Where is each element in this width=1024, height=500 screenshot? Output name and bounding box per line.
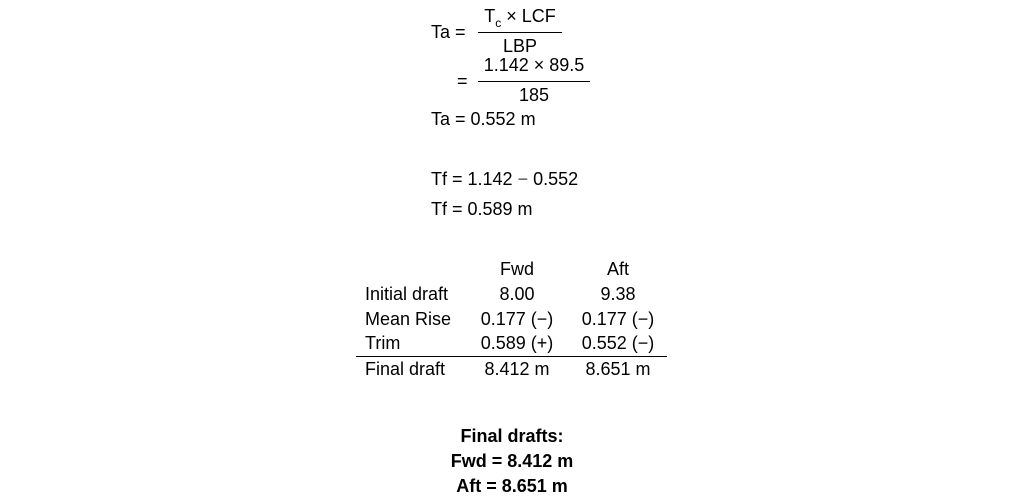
ta-substitution-fraction-bar	[478, 81, 590, 82]
ta-formula-lhs: Ta =	[431, 22, 466, 42]
table-row-label: Mean Rise	[365, 309, 452, 329]
table-cell-aft: 0.177 (−)	[581, 309, 655, 329]
table-header-fwd: Fwd	[499, 259, 534, 279]
table-final-fwd: 8.412 m	[484, 359, 550, 379]
table-cell-aft: 9.38	[600, 284, 636, 304]
table-final-label: Final draft	[365, 359, 446, 379]
ta-formula-fraction-bar	[478, 32, 562, 33]
summary-aft: Aft = 8.651 m	[456, 476, 568, 496]
table-cell-fwd: 0.589 (+)	[480, 333, 554, 353]
tc-subscript: c	[495, 16, 502, 30]
table-row-label: Trim	[365, 333, 401, 353]
table-final-aft: 8.651 m	[585, 359, 651, 379]
table-cell-fwd: 0.177 (−)	[480, 309, 554, 329]
ta-substitution-numerator: 1.142 × 89.5	[483, 55, 585, 75]
ta-formula-denominator: LBP	[502, 36, 538, 56]
table-total-rule	[356, 356, 667, 357]
tc-symbol: T	[484, 6, 496, 26]
ta-substitution-denominator: 185	[518, 85, 550, 105]
ta-formula-numerator	[478, 6, 562, 30]
table-cell-aft: 0.552 (−)	[581, 333, 655, 353]
table-cell-fwd: 8.00	[499, 284, 535, 304]
summary-fwd: Fwd = 8.412 m	[450, 451, 574, 471]
tf-calc-rhs: 0.552	[533, 169, 579, 189]
summary-title: Final drafts:	[460, 426, 564, 446]
table-row-label: Initial draft	[365, 284, 449, 304]
tf-calc-lhs: Tf = 1.142	[431, 169, 513, 189]
lcf-term: × LCF	[501, 6, 556, 26]
ta-substitution-equals: =	[457, 71, 468, 91]
ta-result: Ta = 0.552 m	[431, 109, 536, 129]
tf-result: Tf = 0.589 m	[431, 199, 533, 219]
tf-calculation	[431, 169, 578, 190]
minus-sign: −	[517, 169, 529, 189]
table-header-aft: Aft	[606, 259, 629, 279]
